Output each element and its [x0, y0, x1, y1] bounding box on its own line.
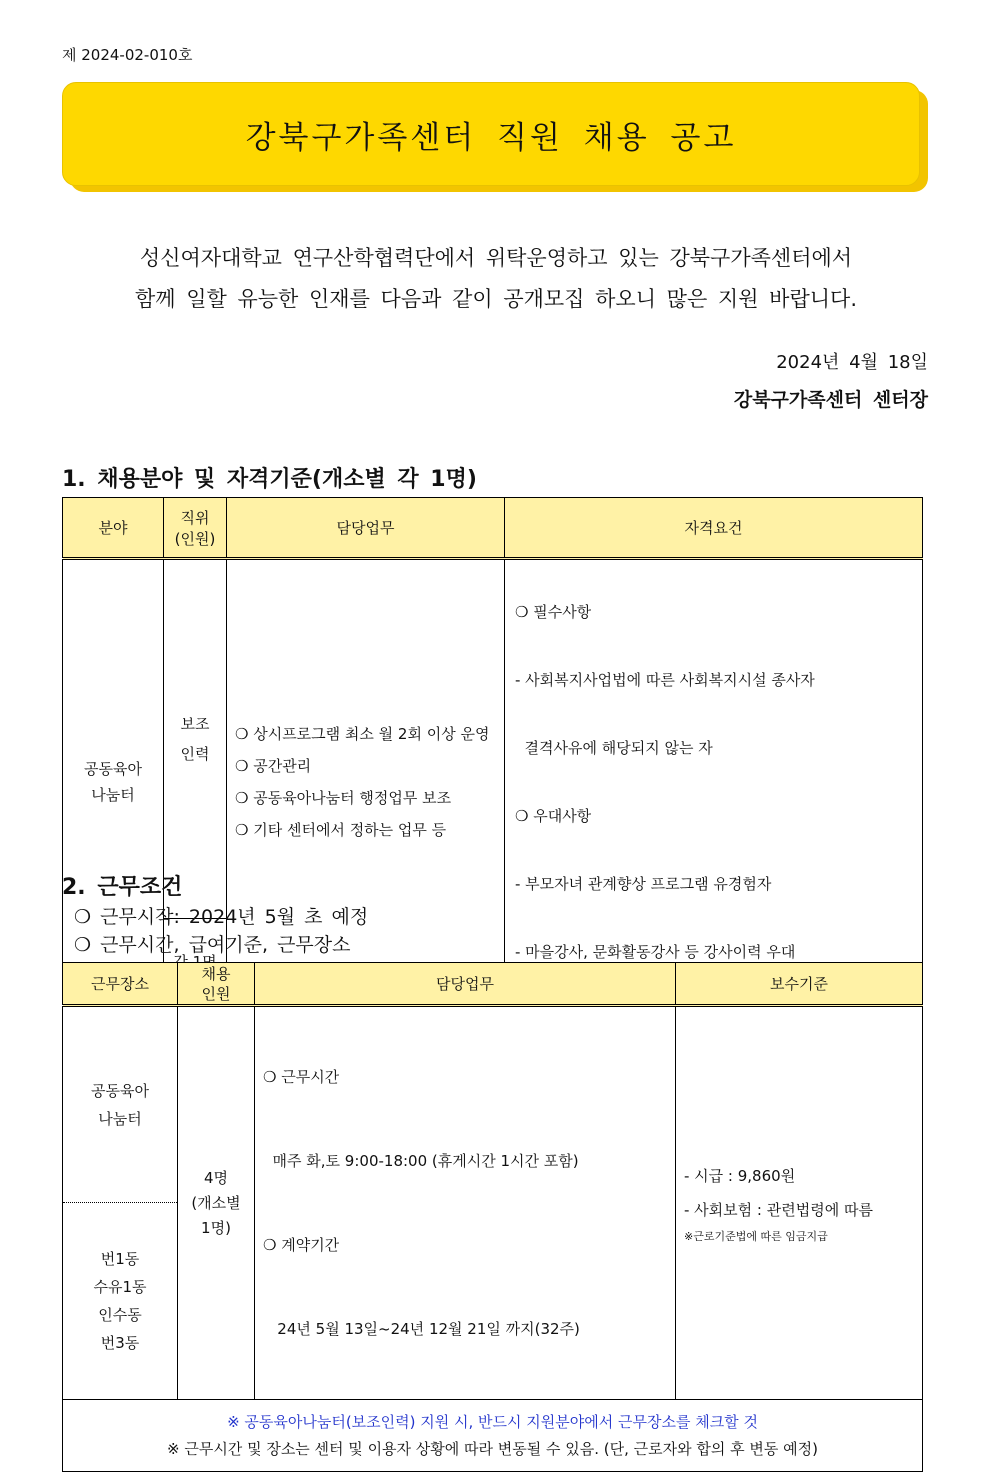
intro-line-1: 성신여자대학교 연구산학협력단에서 위탁운영하고 있는 강북구가족센터에서	[139, 246, 853, 270]
header-requirements: 자격요건	[505, 498, 923, 559]
requirements-cell	[505, 559, 923, 1005]
requirement-item: - 마을강사, 문화활동강사 등 강사이력 우대	[515, 943, 796, 961]
requirement-item: - 부모자녀 관계향상 프로그램 유경험자	[515, 875, 772, 893]
header-pay: 보수기준	[676, 963, 923, 1006]
work-item: ❍ 계약기간	[263, 1236, 340, 1254]
pay-note: ※근로기준법에 따른 임금지급	[684, 1230, 828, 1243]
header-place: 근무장소	[63, 963, 178, 1006]
headcount-cell: 4명 (개소별 1명)	[178, 1006, 255, 1400]
header-headcount: 채용 인원	[178, 963, 255, 1006]
title-banner	[62, 82, 920, 186]
header-duties: 담당업무	[227, 498, 505, 559]
requirement-item: 결격사유에 해당되지 않는 자	[515, 739, 713, 757]
note-blue: ※ 공동육아나눔터(보조인력) 지원 시, 반드시 지원분야에서 근무장소를 체크할 것	[227, 1412, 758, 1431]
work-item: 24년 5월 13일~24년 12월 21일 까지(32주)	[263, 1320, 580, 1338]
work-item: ❍ 근무시간	[263, 1068, 340, 1086]
condition-item: ❍ 근무시간, 급여기준, 근무장소	[74, 934, 351, 956]
pay-item: - 시급 : 9,860원	[684, 1167, 796, 1185]
duty-item: ❍ 공간관리	[235, 757, 312, 775]
condition-item: ❍ 근무시작: 2024년 5월 초 예정	[74, 906, 369, 928]
pay-cell	[676, 1006, 923, 1400]
header-position: 직위 (인원)	[164, 498, 227, 559]
header-duties: 담당업무	[255, 963, 676, 1006]
document-number: 제 2024-02-010호	[62, 46, 193, 64]
intro-line-2: 함께 일할 유능한 인재를 다음과 같이 공개모집 하오니 많은 지원 바랍니다.	[134, 287, 857, 311]
announcement-date: 2024년 4월 18일	[776, 352, 928, 373]
section1-heading: 1. 채용분야 및 자격기준(개소별 각 1명)	[62, 467, 477, 492]
section2-heading: 2. 근무조건	[62, 875, 183, 900]
field-cell: 공동육아 나눔터	[63, 559, 164, 1005]
note-black: ※ 근무시간 및 장소는 센터 및 이용자 상황에 따라 변동될 수 있음. (단, 근로자와 합의 후 변동 예정)	[167, 1439, 818, 1458]
page-title: 강북구가족센터 직원 채용 공고	[245, 119, 737, 156]
duty-item: ❍ 기타 센터에서 정하는 업무 등	[235, 821, 447, 839]
work-item: 매주 화,토 9:00-18:00 (휴게시간 1시간 포함)	[263, 1152, 579, 1170]
requirement-item: ❍ 필수사항	[515, 603, 592, 621]
work-duties-cell	[255, 1006, 676, 1400]
pay-item: - 사회보험 : 관련법령에 따름	[684, 1201, 873, 1219]
header-field: 분야	[63, 498, 164, 559]
signatory: 강북구가족센터 센터장	[733, 389, 928, 411]
duty-item: ❍ 공동육아나눔터 행정업무 보조	[235, 789, 452, 807]
place-sub-cell: 번1동 수유1동 인수동 번3동	[63, 1203, 178, 1400]
position-cell: 보조 인력	[164, 559, 227, 919]
requirement-item: - 사회복지사업법에 따른 사회복지시설 종사자	[515, 671, 815, 689]
conditions-table	[62, 962, 923, 1472]
place-main-cell: 공동육아 나눔터	[63, 1006, 178, 1203]
notes-cell	[63, 1400, 923, 1472]
requirement-item: ❍ 우대사항	[515, 807, 592, 825]
duty-item: ❍ 상시프로그램 최소 월 2회 이상 운영	[235, 725, 490, 743]
